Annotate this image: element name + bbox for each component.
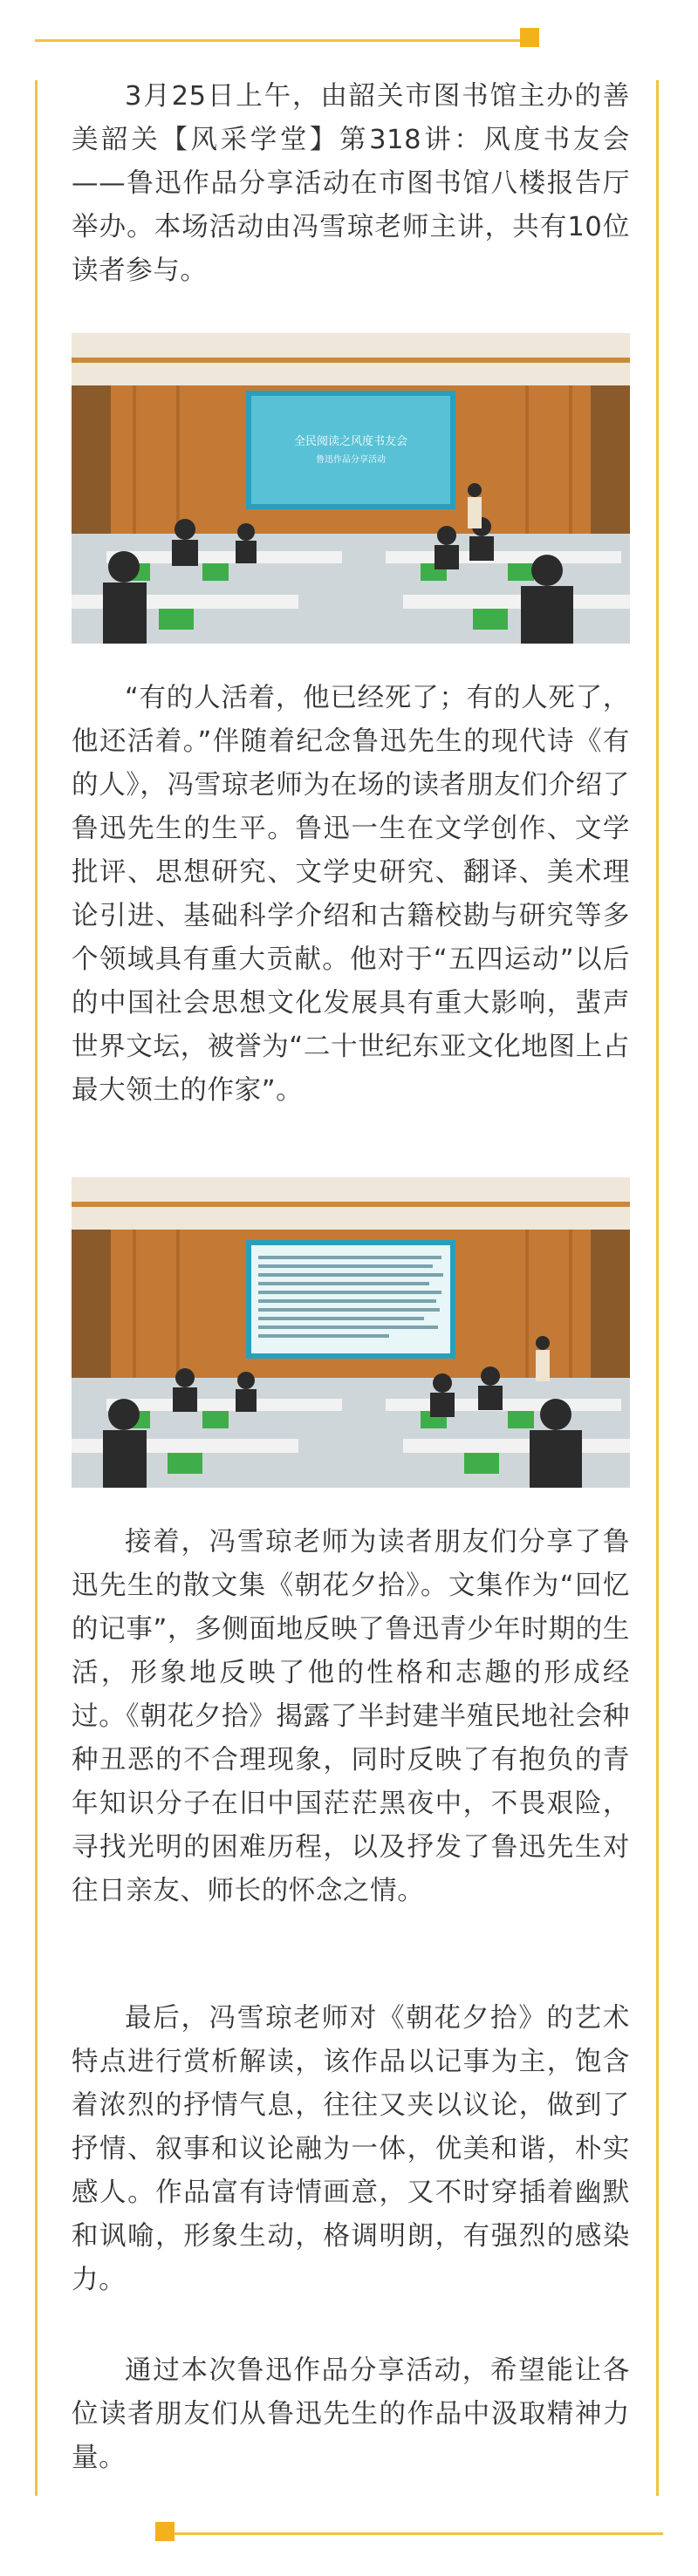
frame-corner-square-top: [520, 28, 539, 47]
paragraph-lu-xun-life: “有的人活着，他已经死了；有的人死了，他还活着。”伴随着纪念鲁迅先生的现代诗《有的人》，冯雪琼老师为在场的读者朋友们介绍了鲁迅先生的生平。鲁迅一生在文学创作、文学批评、思想研究、文学史研究、翻译、美术理论引进、基础科学介绍和古籍校勘与研究等多个领域具有重大贡献。他对于“五四运动”以后的中国社会思想文化发展具有重大影响，蜚声世界文坛，被誉为“二十世纪东亚文化地图上占最大领土的作家”。: [72, 683, 630, 1106]
frame-left-line: [35, 80, 38, 2496]
event-photo-lecture-hall: [72, 333, 630, 644]
paragraph-art-features: 最后，冯雪琼老师对《朝花夕拾》的艺术特点进行赏析解读，该作品以记事为主，饱含着浓烈的抒情气息，往往又夹以议论，做到了抒情、叙事和议论融为一体，优美和谐，朴实感人。作品富有诗情画意，又不时穿插着幽默和讽喻，形象生动，格调明朗，有强烈的感染力。: [72, 2003, 630, 2295]
frame-right-line: [656, 80, 659, 2496]
screen-title-line-1: 全民阅读之风度书友会: [293, 435, 408, 448]
event-photo-presentation: [72, 1177, 630, 1488]
frame-corner-square-bottom: [155, 2522, 174, 2541]
frame-top-line: [35, 39, 524, 42]
paragraph-intro: 3月25日上午，由韶关市图书馆主办的善美韶关【风采学堂】第318讲：风度书友会——鲁迅作品分享活动在市图书馆八楼报告厅举办。本场活动由冯雪琼老师主讲，共有10位读者参与。: [72, 81, 630, 286]
frame-bottom-line: [174, 2532, 663, 2535]
screen-title-line-2: 鲁迅作品分享活动: [316, 455, 386, 465]
paragraph-zhaohua-xishi: 接着，冯雪琼老师为读者朋友们分享了鲁迅先生的散文集《朝花夕拾》。文集作为“回忆的记事”，多侧面地反映了鲁迅青少年时期的生活，形象地反映了他的性格和志趣的形成经过。《朝花夕拾》揭露了半封建半殖民地社会种种丑恶的不合理现象，同时反映了有抱负的青年知识分子在旧中国茫茫黑夜中，不畏艰险，寻找光明的困难历程，以及抒发了鲁迅先生对往日亲友、师长的怀念之情。: [72, 1527, 630, 1906]
paragraph-conclusion: 通过本次鲁迅作品分享活动，希望能让各位读者朋友们从鲁迅先生的作品中汲取精神力量。: [72, 2355, 630, 2473]
